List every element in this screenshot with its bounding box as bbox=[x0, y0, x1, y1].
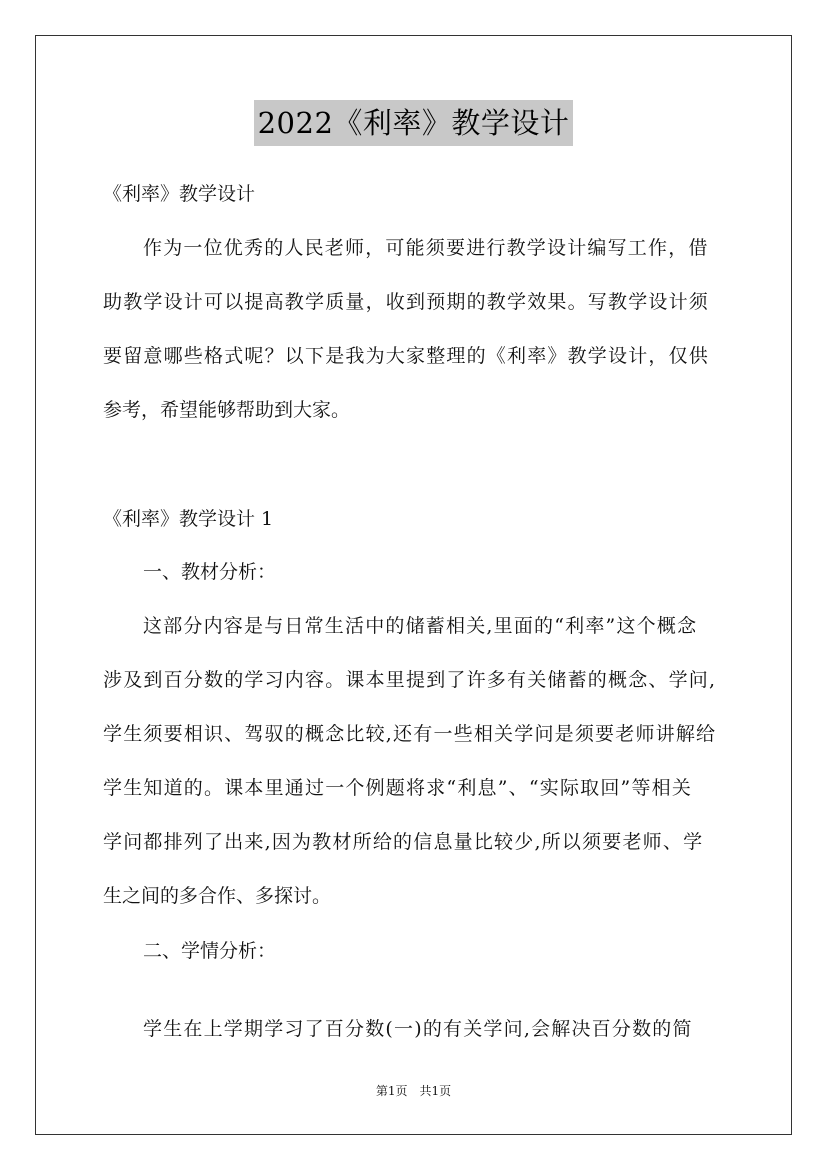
body-line: 学生知道的。课本里通过一个例题将求“利息”、“实际取回”等相关 bbox=[103, 777, 693, 799]
body-line: 学生在上学期学习了百分数(一)的有关学问,会解决百分数的简 bbox=[143, 1018, 693, 1040]
part-heading: 二、学情分析： bbox=[143, 940, 277, 962]
document-subtitle: 《利率》教学设计 bbox=[103, 183, 256, 205]
document-title-wrap bbox=[0, 100, 827, 146]
intro-line: 助教学设计可以提高教学质量，收到预期的教学效果。写教学设计须 bbox=[103, 291, 710, 313]
body-line: 涉及到百分数的学习内容。课本里提到了许多有关储蓄的概念、学问, bbox=[103, 669, 717, 691]
intro-line: 参考，希望能够帮助到大家。 bbox=[103, 399, 351, 421]
body-line: 这部分内容是与日常生活中的储蓄相关,里面的“利率”这个概念 bbox=[143, 615, 698, 637]
document-title: 2022《利率》教学设计 bbox=[254, 100, 574, 146]
body-line: 学问都排列了出来,因为教材所给的信息量比较少,所以须要老师、学 bbox=[103, 831, 704, 853]
body-line: 生之间的多合作、多探讨。 bbox=[103, 885, 332, 907]
section-heading: 《利率》教学设计 1 bbox=[103, 508, 274, 530]
intro-line: 作为一位优秀的人民老师，可能须要进行教学设计编写工作，借 bbox=[143, 237, 709, 259]
intro-line: 要留意哪些格式呢？以下是我为大家整理的《利率》教学设计，仅供 bbox=[103, 345, 710, 367]
part-heading: 一、教材分析： bbox=[143, 561, 277, 583]
page-footer: 第1页 共1页 bbox=[375, 1084, 452, 1098]
body-line: 学生须要相识、驾驭的概念比较,还有一些相关学问是须要老师讲解给 bbox=[103, 723, 717, 745]
